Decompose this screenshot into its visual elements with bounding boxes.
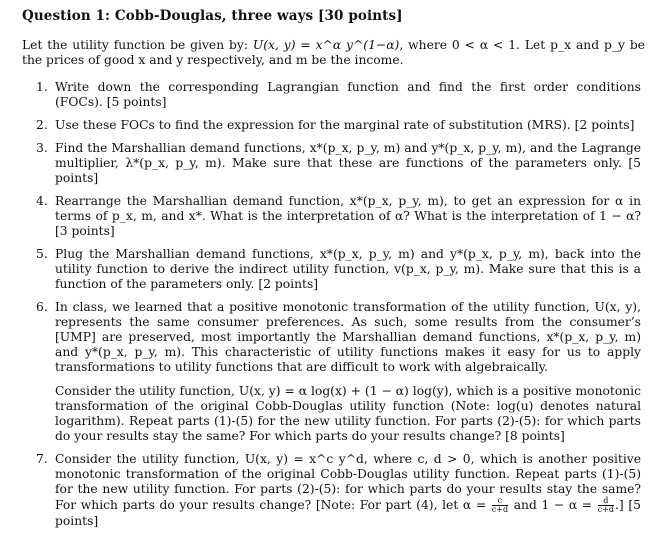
fraction-d-over-c-plus-d: [598, 497, 614, 514]
item-number: 3.: [36, 141, 48, 155]
intro-text-a: Let the utility function be given by:: [22, 38, 253, 52]
intro-formula: U(x, y) = x^α y^(1−α): [252, 38, 400, 52]
item-number: 1.: [36, 80, 48, 94]
frac1-denominator: c+d: [491, 505, 509, 514]
question-list: [22, 80, 645, 529]
intro-paragraph: [22, 38, 645, 68]
item-number: 4.: [36, 194, 48, 208]
list-item: [22, 141, 645, 186]
item-text: [55, 452, 641, 529]
list-item: [22, 300, 645, 444]
item-text: Rearrange the Marshallian demand function, x*(p_x, p_y, m), to get an expression for α in terms of p_x, m, and x*. What is the interpretation of α? What is the interpretation of 1 − α? [3 points]: [55, 194, 641, 238]
intro-text-b: , where 0 < α < 1. Let p_x and p_y be the prices of good x and y respectively, and m be the income.: [22, 38, 645, 67]
item-number: 7.: [36, 452, 48, 466]
frac2-denominator: c+d: [597, 505, 614, 514]
item-number: 5.: [36, 247, 48, 261]
item7-text: Consider the utility function, U(x, y) = x^c y^d, where c, d > 0, which is another positive monotonic transformation of the original Cobb-Douglas utility function. Repeat parts (1)-(5) for the new utility function. For parts (2)-(5): for which parts do your results stay the same? For which parts do your results change? [Note: For part (4), let α =: [55, 452, 641, 512]
frac1-numerator: c: [492, 497, 508, 506]
list-item: [22, 194, 645, 239]
list-item: [22, 118, 645, 133]
list-item: [22, 452, 645, 529]
item7-text-end: .] [5 points]: [55, 498, 641, 528]
item-text: Plug the Marshallian demand functions, x*(p_x, p_y, m) and y*(p_x, p_y, m), back into the utility function to derive the indirect utility function, v(p_x, p_y, m). Make sure that this is a function of the parameters only. [2 points]: [55, 247, 641, 291]
item-text: Write down the corresponding Lagrangian function and find the first order conditions (FOCs). [5 points]: [55, 80, 641, 109]
item-text: Use these FOCs to find the expression for the marginal rate of substitution (MRS). [2 points]: [55, 118, 635, 132]
item7-text-mid: and 1 − α =: [513, 498, 593, 512]
list-item: [22, 80, 645, 110]
item-text: In class, we learned that a positive monotonic transformation of the utility function, U(x, y), represents the same consumer preferences. As such, some results from the consumer’s [UMP] are preserved, most importantly the Marshallian demand functions, x*(p_x, p_y, m) and y*(p_x, p_y, m). This characteristic of utility functions makes it easy for us to apply transformations to utility functions that are difficult to work with algebraically.: [55, 300, 641, 374]
item-number: 2.: [36, 118, 48, 132]
item-text: Find the Marshallian demand functions, x*(p_x, p_y, m) and y*(p_x, p_y, m), and the Lagrange multiplier, λ*(p_x, p_y, m). Make sure that these are functions of the parameters only. [5 points]: [55, 141, 641, 185]
question-title: Question 1: Cobb-Douglas, three ways [30 points]: [22, 8, 403, 24]
frac2-numerator: d: [598, 497, 614, 506]
item-number: 6.: [36, 300, 48, 314]
item-text-continued: Consider the utility function, U(x, y) = α log(x) + (1 − α) log(y), which is a positive monotonic transformation of the original Cobb-Douglas utility function (Note: log(u) denotes natural logarithm). Repeat parts (1)-(5) for the new utility function. For parts (2)-(5): for which parts do your results stay the same? For which parts do your results change? [8 points]: [55, 384, 641, 443]
list-item: [22, 247, 645, 292]
fraction-c-over-c-plus-d: [492, 497, 508, 514]
